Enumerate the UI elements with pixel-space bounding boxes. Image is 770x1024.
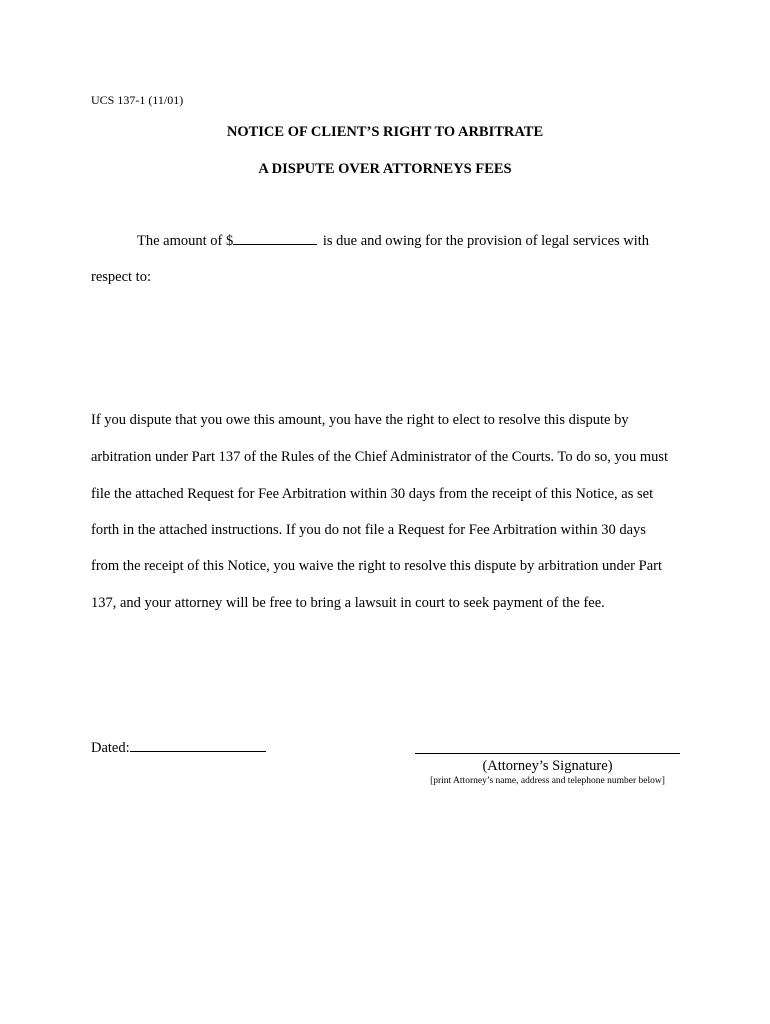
signature-note: [print Attorney’s name, address and telephone number below] [430,776,665,786]
paragraph-line-5: from the receipt of this Notice, you waive the right to resolve this dispute by arbitration under Part [91,558,662,574]
dated-field [91,739,266,757]
amount-suffix: is due and owing for the provision of legal services with [319,233,650,249]
document-title-line-1: NOTICE OF CLIENT’S RIGHT TO ARBITRATE [226,124,544,140]
amount-prefix: The amount of $ [137,233,234,249]
paragraph-line-4: forth in the attached instructions. If you do not file a Request for Fee Arbitration within 30 days [91,522,646,538]
respect-to-label: respect to: [91,269,151,285]
amount-blank-field[interactable] [233,232,317,245]
paragraph-line-6: 137, and your attorney will be free to bring a lawsuit in court to seek payment of the fee. [91,595,605,611]
dated-label: Dated: [91,740,130,756]
signature-label: (Attorney’s Signature) [482,758,613,774]
paragraph-line-2: arbitration under Part 137 of the Rules of the Chief Administrator of the Courts. To do so, you must [91,449,669,465]
signature-line[interactable] [415,753,680,754]
amount-statement [137,232,649,250]
dated-blank-field[interactable] [130,739,266,752]
paragraph-line-1: If you dispute that you owe this amount, you have the right to elect to resolve this dispute by [91,412,629,428]
form-identifier: UCS 137-1 (11/01) [91,93,184,107]
paragraph-line-3: file the attached Request for Fee Arbitration within 30 days from the receipt of this Notice, as set [91,486,654,502]
document-title-line-2: A DISPUTE OVER ATTORNEYS FEES [258,161,512,177]
